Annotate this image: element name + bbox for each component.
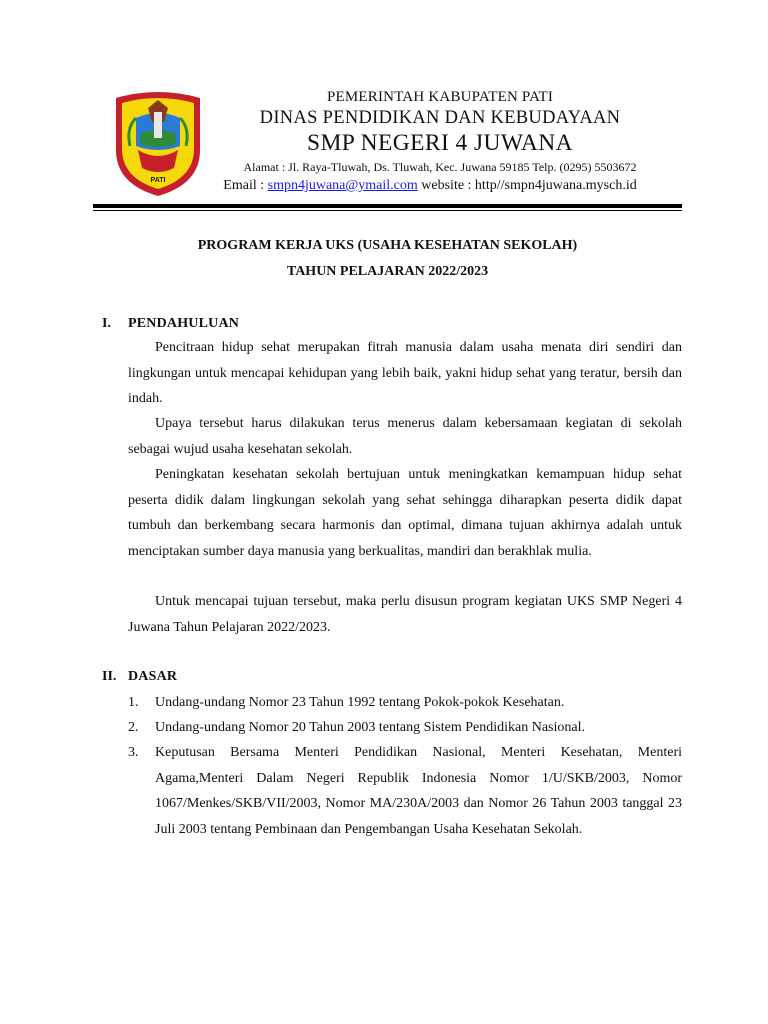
section-heading: PENDAHULUAN: [128, 316, 240, 331]
list-item-number: 3.: [128, 745, 139, 760]
school-address: Alamat : Jl. Raya-Tluwah, Ds. Tluwah, Kec. Juwana 59185 Telp. (0295) 5503672: [243, 160, 637, 174]
section-number: II.: [102, 669, 117, 684]
paragraph: Peningkatan kesehatan sekolah bertujuan untuk meningkatkan kemampuan hidup sehat peserta didik dalam lingkungan sekolah yang sehat sehingga diharapkan peserta didik dapat tumbuh dan berkembang secara harmonis dan optimal, dimana tujuan akhirnya adalah untuk menciptakan sumber daya manusia yang berkualitas, mandiri dan berakhlak mulia.: [128, 467, 682, 559]
contact-line: [190, 178, 670, 194]
letterhead-rule-thin: [93, 210, 682, 211]
paragraph: Pencitraan hidup sehat merupakan fitrah manusia dalam usaha menata diri sendiri dan lingkungan untuk mencapai kehidupan yang lebih baik, yakni hidup sehat yang teratur, bersih dan indah.: [128, 340, 682, 407]
section-heading: DASAR: [128, 669, 178, 684]
list-item: Undang-undang Nomor 23 Tahun 1992 tentang Pokok-pokok Kesehatan.: [155, 695, 565, 710]
school-name: SMP NEGERI 4 JUWANA: [307, 130, 573, 156]
letterhead-rule-thick: [93, 204, 682, 208]
list-item-number: 2.: [128, 720, 139, 735]
document-subtitle: TAHUN PELAJARAN 2022/2023: [286, 264, 489, 279]
department-name: DINAS PENDIDIKAN DAN KEBUDAYAAN: [259, 108, 621, 128]
email-label: Email :: [223, 178, 268, 193]
logo-lettering: PATI: [150, 177, 166, 184]
document-title: PROGRAM KERJA UKS (USAHA KESEHATAN SEKOLAH): [197, 238, 578, 253]
list-item: Keputusan Bersama Menteri Pendidikan Nasional, Menteri Kesehatan, Menteri Agama,Menteri Dalam Negeri Republik Indonesia Nomor 1/U/SKB/2003, Nomor 1067/Menkes/SKB/VII/2003, Nomor MA/230A/2003 dan Nomor 26 Tahun 2003 tanggal 23 Juli 2003 tentang Pembinaan dan Pengembangan Usaha Kesehatan Sekolah.: [155, 745, 682, 837]
website-text: website : http//smpn4juwana.mysch.id: [417, 178, 637, 193]
list-item-number: 1.: [128, 695, 139, 710]
government-name: PEMERINTAH KABUPATEN PATI: [326, 89, 554, 105]
paragraph: Upaya tersebut harus dilakukan terus menerus dalam kebersamaan kegiatan di sekolah sebagai wujud usaha kesehatan sekolah.: [128, 416, 682, 457]
email-link[interactable]: smpn4juwana@ymail.com: [267, 178, 418, 193]
list-item: Undang-undang Nomor 20 Tahun 2003 tentang Sistem Pendidikan Nasional.: [155, 720, 585, 735]
paragraph: Untuk mencapai tujuan tersebut, maka perlu disusun program kegiatan UKS SMP Negeri 4 Juwana Tahun Pelajaran 2022/2023.: [128, 594, 682, 635]
section-number: I.: [102, 316, 111, 331]
